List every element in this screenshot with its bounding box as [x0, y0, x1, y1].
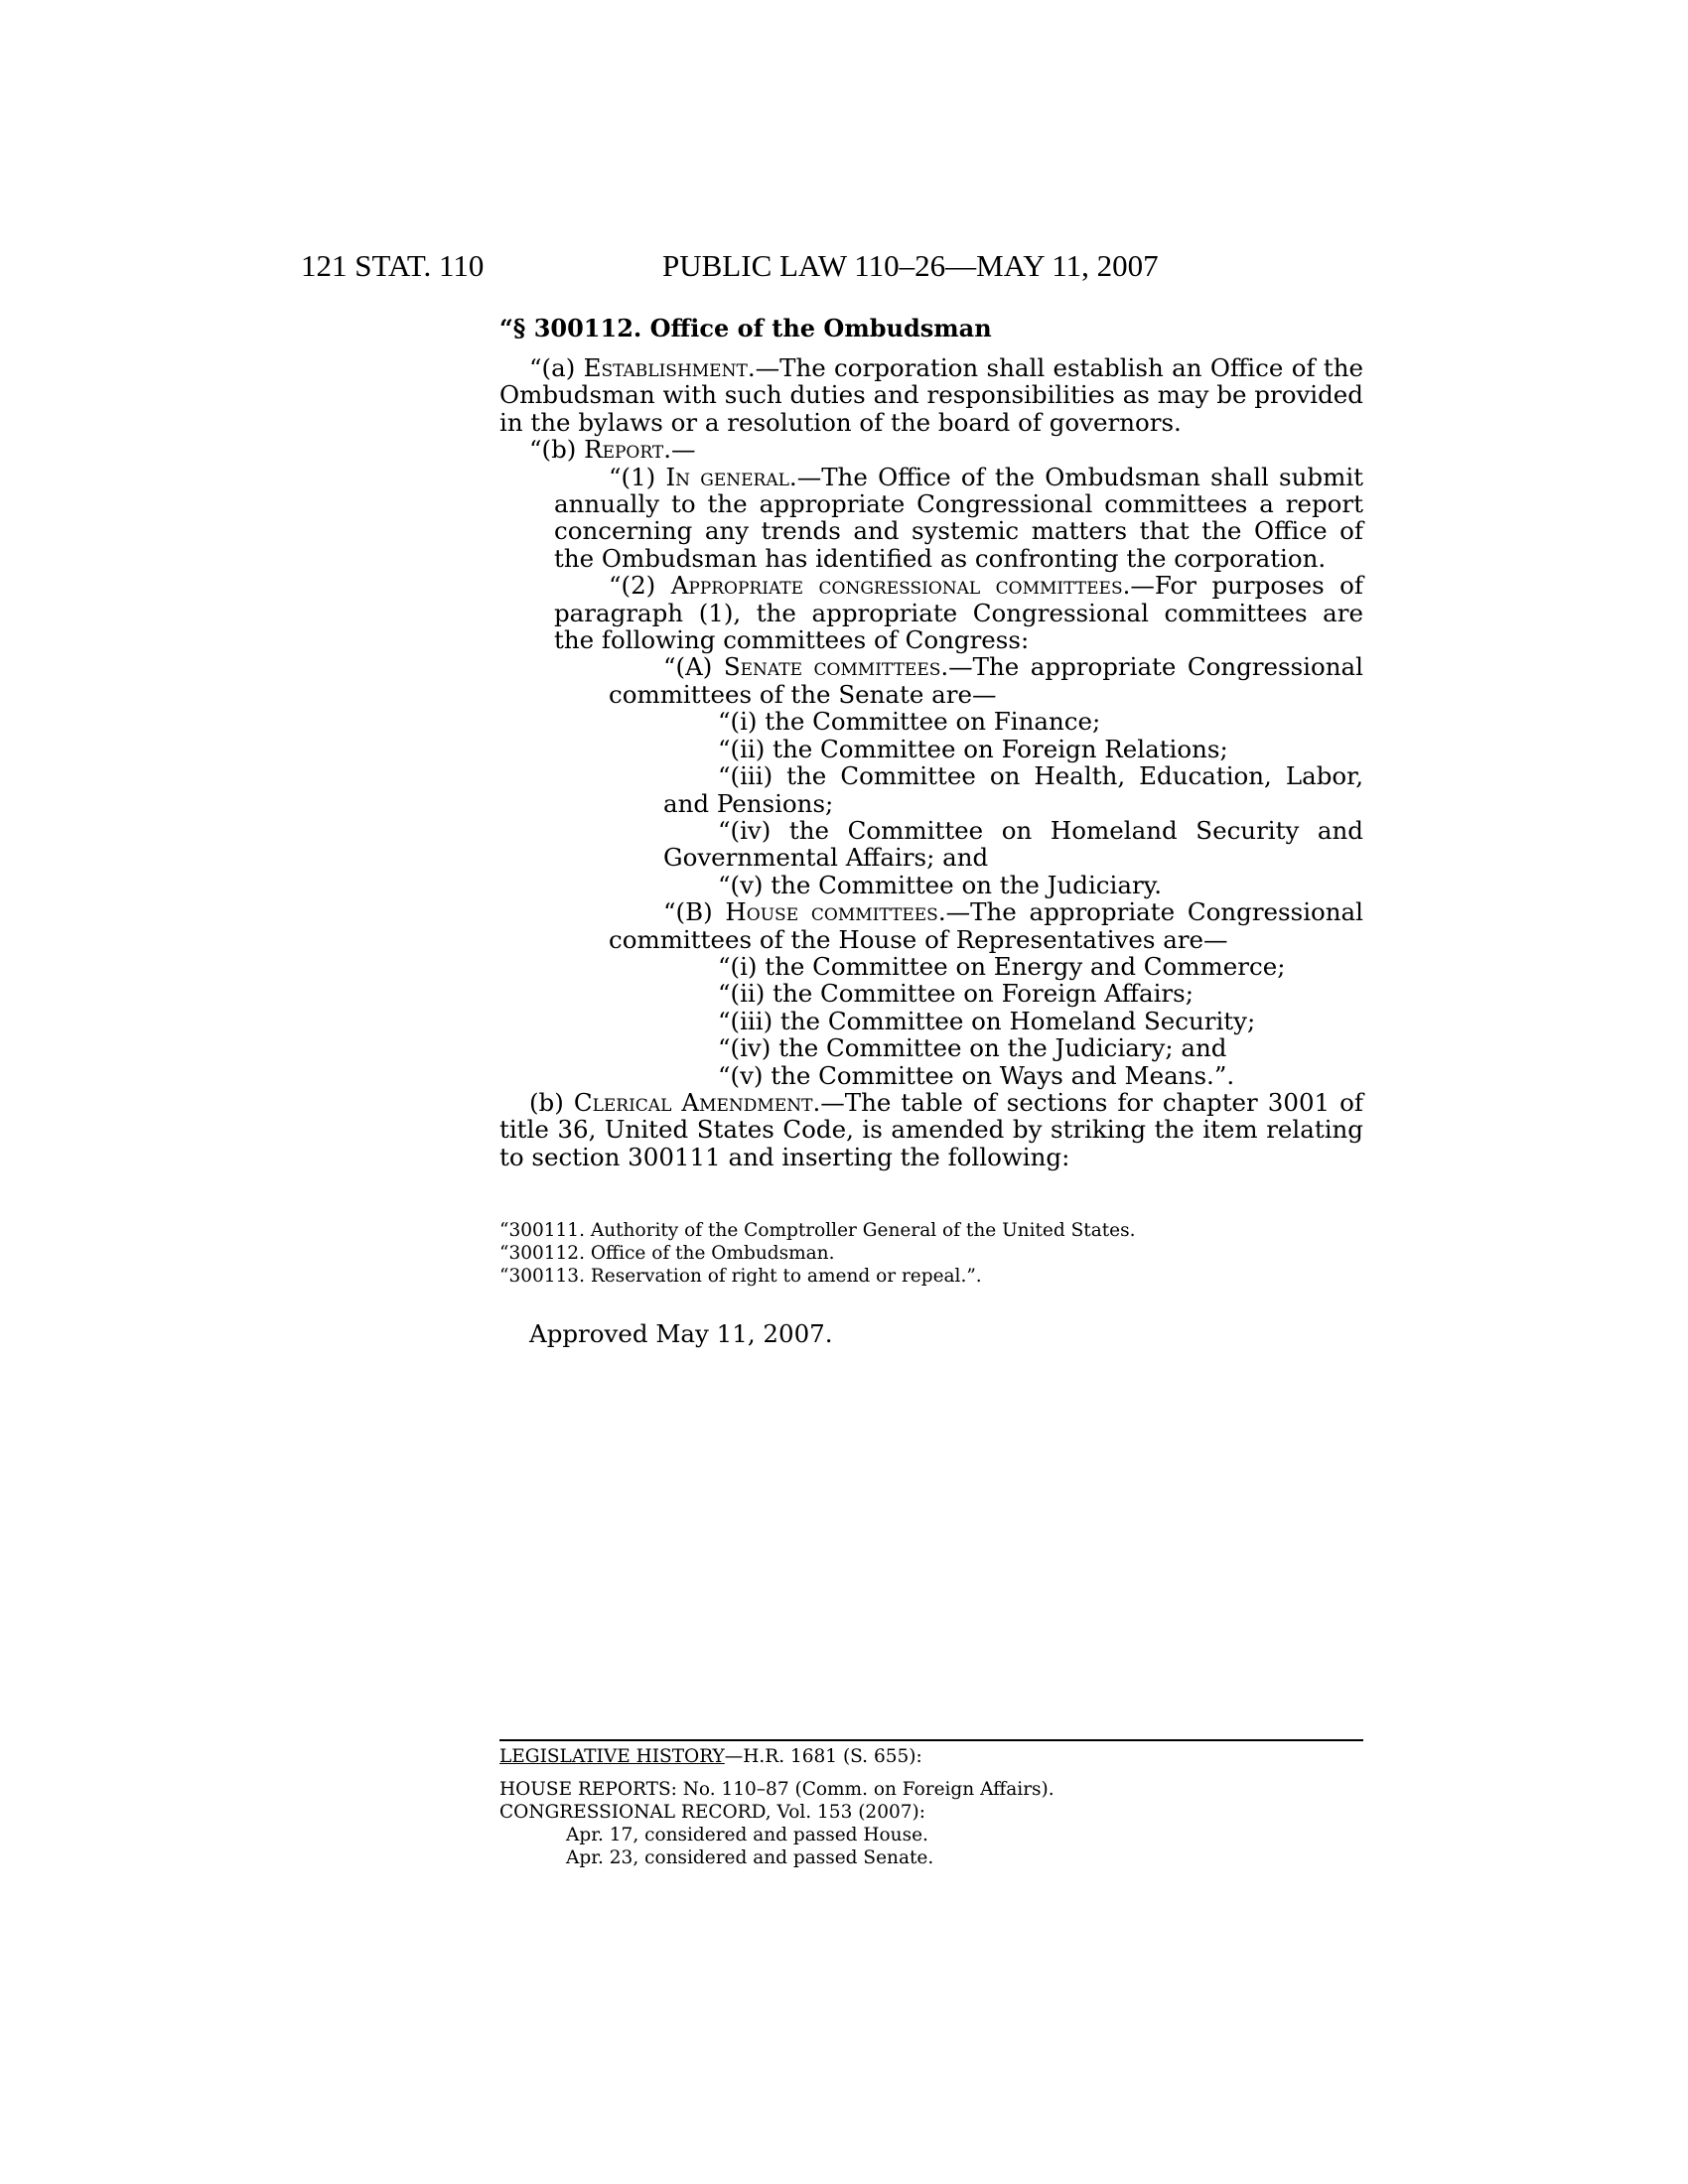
senate-committee-item: “(iii) the Committee on Health, Education, Labor, and Pensions;	[663, 761, 1363, 818]
page-stat-citation: 121 STAT. 110	[301, 248, 485, 283]
house-committee-item: “(iv) the Committee on the Judiciary; and	[718, 1033, 1227, 1063]
house-committee-item: “(i) the Committee on Energy and Commerce;	[718, 951, 1286, 981]
senate-committee-item: “(iv) the Committee on Homeland Security and Governmental Affairs; and	[663, 815, 1363, 873]
legislative-action: Apr. 17, considered and passed House.	[566, 1825, 928, 1845]
divider	[499, 1739, 1363, 1741]
paragraph-1: “(1) In general.—The Office of the Ombudsman shall submit annually to the appropriate Congressional committees a report concerning any trends and systemic matters that the Office of the Ombudsman has identified as confronting the corporation.	[554, 462, 1363, 573]
clerical-amendment: (b) Clerical Amendment.—The table of sections for chapter 3001 of title 36, United States Code, is amended by striking the item relating to section 300111 and inserting the following:	[499, 1087, 1363, 1171]
page-running-header: PUBLIC LAW 110–26—MAY 11, 2007	[662, 248, 1159, 283]
house-committee-item: “(ii) the Committee on Foreign Affairs;	[718, 979, 1194, 1009]
table-of-sections	[499, 1219, 1136, 1288]
house-committee-item: “(iii) the Committee on Homeland Security;	[718, 1006, 1256, 1035]
senate-committee-item: “(ii) the Committee on Foreign Relations;	[718, 734, 1228, 763]
house-committee-item: “(v) the Committee on Ways and Means.”.	[718, 1060, 1235, 1090]
house-reports: HOUSE REPORTS: No. 110–87 (Comm. on Foreign Affairs).	[499, 1779, 1055, 1800]
toc-item: “300112. Office of the Ombudsman.	[499, 1243, 835, 1264]
senate-committee-item: “(v) the Committee on the Judiciary.	[718, 870, 1163, 899]
legislative-action: Apr. 23, considered and passed Senate.	[566, 1847, 934, 1868]
senate-committee-item: “(i) the Committee on Finance;	[718, 707, 1101, 737]
subsection-b: “(b) Report.—	[529, 435, 696, 465]
congressional-record: CONGRESSIONAL RECORD, Vol. 153 (2007):	[499, 1802, 925, 1823]
section-heading: “§ 300112. Office of the Ombudsman	[499, 314, 992, 342]
approval-line: Approved May 11, 2007.	[529, 1319, 833, 1348]
paragraph-2: “(2) Appropriate congressional committees.—For purposes of paragraph (1), the appropriate Congressional committees are the following committees of Congress:	[554, 571, 1363, 655]
legislative-history-title: LEGISLATIVE HISTORY—H.R. 1681 (S. 655):	[499, 1746, 922, 1767]
subsection-a: “(a) Establishment.—The corporation shall establish an Office of the Ombudsman with such duties and responsibilities as may be provided in the bylaws or a resolution of the board of governors.	[499, 353, 1363, 437]
legislative-history	[499, 1745, 1055, 1869]
section-body	[499, 354, 1363, 1170]
subparagraph-a-senate: “(A) Senate committees.—The appropriate Congressional committees of the Senate are—	[609, 652, 1363, 709]
toc-item: “300113. Reservation of right to amend or repeal.”.	[499, 1266, 982, 1287]
subparagraph-b-house: “(B) House committees.—The appropriate Congressional committees of the House of Representatives are—	[609, 897, 1363, 954]
toc-item: “300111. Authority of the Comptroller General of the United States.	[499, 1220, 1136, 1241]
